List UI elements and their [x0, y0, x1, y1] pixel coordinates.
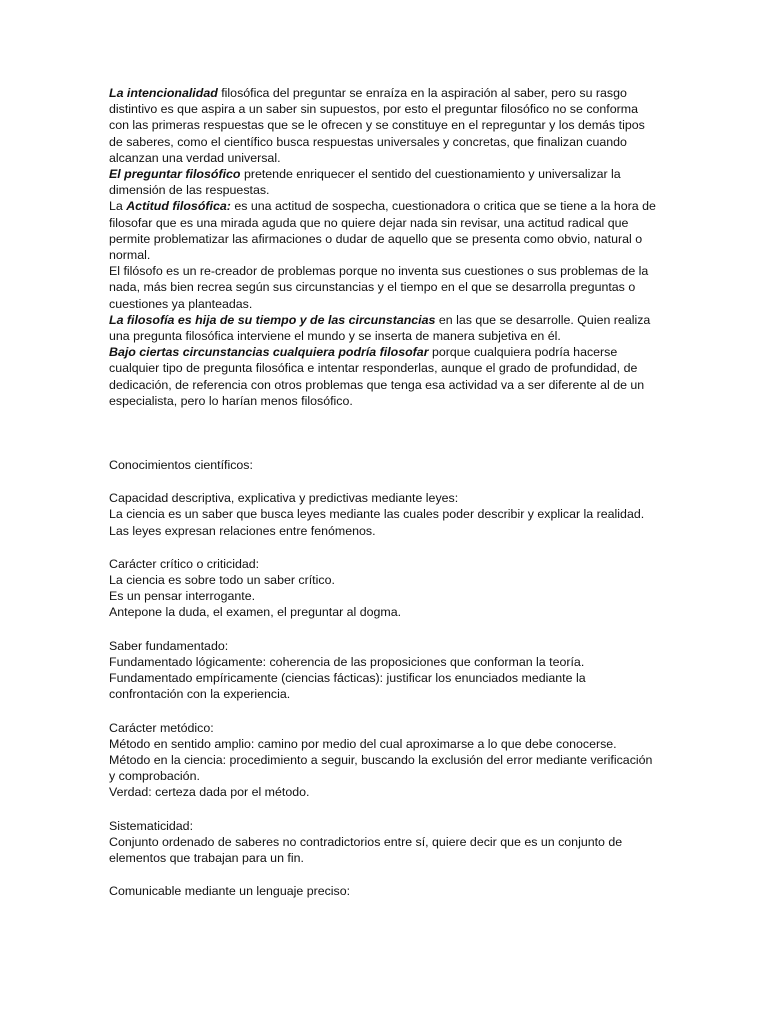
spacer	[109, 703, 657, 720]
emphasis-cualquiera-podria-filosofar: Bajo ciertas circunstancias cualquiera podría filosofar	[109, 345, 429, 360]
section-line: Las leyes expresan relaciones entre fenómenos.	[109, 523, 376, 538]
paragraph-text: en las que se desarrolle. Quien realiza una pregunta filosófica interviene el mundo y se inserta de manera subjetiva en él.	[109, 312, 651, 344]
paragraph-text: es una actitud de sospecha, cuestionadora o critica que se tiene a la hora de filosofar que es una mirada aguda que no quiere dejar nada sin revisar, una actitud radical que permite problematizar las afirmaciones o dudar de aquello que se presenta como obvio, natural o normal.	[109, 199, 656, 263]
section-line: Es un pensar interrogante.	[109, 589, 256, 604]
section-line: Fundamentado lógicamente: coherencia de las proposiciones que conforman la teoría.	[109, 654, 585, 669]
section-line: Método en la ciencia: procedimiento a seguir, buscando la exclusión del error mediante verificación y comprobación.	[109, 752, 653, 784]
paragraph-actitud-filosofica	[109, 198, 657, 263]
section-heading-sistematicidad: Sistematicidad:	[109, 818, 194, 833]
section-heading-metodico: Carácter metódico:	[109, 720, 214, 735]
paragraph-text: La	[109, 199, 127, 214]
section-heading-capacidad: Capacidad descriptiva, explicativa y predictivas mediante leyes:	[109, 491, 459, 506]
emphasis-hija-de-su-tiempo: La filosofía es hija de su tiempo y de las circunstancias	[109, 312, 436, 327]
section-line: Conjunto ordenado de saberes no contradictorios entre sí, quiere decir que es un conjunto de elementos que trabajan para un fin.	[109, 834, 623, 865]
section-line: La ciencia es un saber que busca leyes mediante las cuales poder describir y explicar la realidad.	[109, 507, 645, 522]
spacer	[109, 409, 657, 457]
paragraph-text: filosófica del preguntar se enraíza en la aspiración al saber, pero su rasgo distintivo es que aspira a un saber sin supuestos, por esto el preguntar filosófico no se conforma con las primeras respuestas que se le ofrecen y se constituye en el repreguntar y los demás tipos de saberes, como el científico busca respuestas universales y concretas, que finalizan cuando alcanzan una verdad universal.	[109, 86, 645, 165]
paragraph-cualquiera-podria-filosofar	[109, 344, 657, 409]
section-line: Fundamentado empíricamente (ciencias fácticas): justificar los enunciados mediante la confrontación con la experiencia.	[109, 671, 586, 702]
paragraph-hija-de-su-tiempo	[109, 312, 657, 344]
emphasis-preguntar-filosofico: El preguntar filosófico	[109, 167, 241, 182]
section-line: Verdad: certeza dada por el método.	[109, 785, 310, 800]
section-line: Método en sentido amplio: camino por medio del cual aproximarse a lo que debe conocerse.	[109, 736, 617, 751]
paragraph-text: pretende enriquecer el sentido del cuestionamiento y universalizar la dimensión de las respuestas.	[109, 167, 621, 198]
spacer	[109, 866, 657, 883]
section-heading-critico: Carácter crítico o criticidad:	[109, 556, 260, 571]
paragraph-text: porque cualquiera podría hacerse cualquier tipo de pregunta filosófica e intentar responderlas, aunque el grado de profundidad, de dedicación, de referencia con otros problemas que tenga esa actividad va a ser diferente al de un especialista, pero lo harían menos filosófico.	[109, 345, 645, 408]
spacer	[109, 539, 657, 556]
emphasis-intencionalidad: La intencionalidad	[109, 86, 218, 100]
paragraph-intencionalidad	[109, 85, 657, 166]
spacer	[109, 801, 657, 818]
section-heading-comunicable: Comunicable mediante un lenguaje preciso:	[109, 884, 351, 899]
paragraph-preguntar-filosofico	[109, 166, 657, 198]
section-line: La ciencia es sobre todo un saber crítico.	[109, 573, 335, 588]
spacer	[109, 473, 657, 490]
spacer	[109, 621, 657, 638]
section-line: Antepone la duda, el examen, el preguntar al dogma.	[109, 605, 402, 620]
paragraph-filosofo: El filósofo es un re-creador de problemas porque no inventa sus cuestiones o sus problemas de la nada, más bien recrea según sus circunstancias y el tiempo en el que se desarrolla preguntas o cuestiones ya planteadas.	[109, 264, 649, 311]
section-heading-fundamentado: Saber fundamentado:	[109, 638, 229, 653]
emphasis-actitud-filosofica: Actitud filosófica:	[126, 199, 231, 214]
document-body	[109, 85, 657, 899]
section-title: Conocimientos científicos:	[109, 458, 253, 473]
